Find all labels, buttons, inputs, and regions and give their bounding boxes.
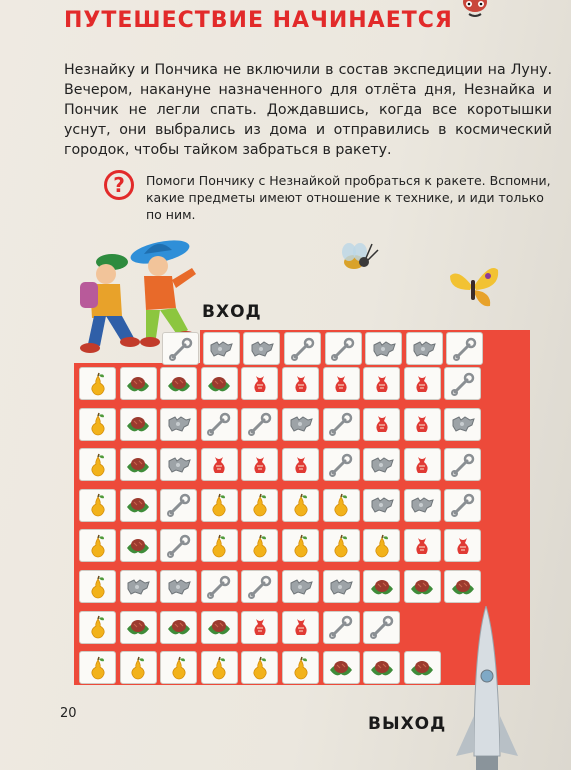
pear-icon (328, 534, 354, 558)
maze-cell[interactable] (282, 408, 319, 441)
maze-cell[interactable] (444, 448, 481, 481)
maze-cell[interactable] (79, 408, 116, 441)
maze-cell[interactable] (282, 367, 319, 400)
berry-icon (125, 615, 151, 639)
maze-cell[interactable] (282, 529, 319, 562)
maze-cell[interactable] (79, 570, 116, 603)
maze-cell[interactable] (282, 611, 319, 644)
maze-cell[interactable] (404, 489, 441, 522)
maze-cell[interactable] (404, 651, 441, 684)
wrench-icon (452, 337, 478, 361)
puzzle-part-icon (125, 575, 151, 599)
puzzle-part-icon (288, 412, 314, 436)
candy-icon (369, 412, 395, 436)
maze-cell[interactable] (323, 529, 360, 562)
wrench-icon (328, 412, 354, 436)
puzzle-part-icon (166, 412, 192, 436)
candy-icon (288, 372, 314, 396)
puzzle-part-icon (166, 575, 192, 599)
pear-icon (206, 493, 232, 517)
maze-cell-top[interactable] (243, 332, 280, 365)
maze-cell-top[interactable] (325, 332, 362, 365)
maze-cell[interactable] (323, 570, 360, 603)
berry-icon (125, 412, 151, 436)
maze-cell[interactable] (160, 570, 197, 603)
rocket-icon (446, 606, 536, 770)
berry-icon (369, 575, 395, 599)
maze-cell[interactable] (323, 367, 360, 400)
maze-cell[interactable] (323, 651, 360, 684)
puzzle-part-icon (450, 412, 476, 436)
wrench-icon (166, 493, 192, 517)
pear-icon (85, 493, 111, 517)
maze-cell[interactable] (160, 651, 197, 684)
maze-cell[interactable] (241, 367, 278, 400)
maze-cell[interactable] (120, 367, 157, 400)
puzzle-part-icon (249, 337, 275, 361)
candy-icon (409, 534, 435, 558)
candy-icon (328, 372, 354, 396)
maze-cell[interactable] (241, 651, 278, 684)
maze-cell[interactable] (323, 611, 360, 644)
maze-cell[interactable] (444, 529, 481, 562)
pear-icon (369, 534, 395, 558)
wrench-icon (450, 453, 476, 477)
berry-icon (166, 615, 192, 639)
berry-icon (125, 534, 151, 558)
candy-icon (369, 372, 395, 396)
entrance-label: ВХОД (202, 302, 262, 322)
maze-cell[interactable] (160, 489, 197, 522)
maze-cell[interactable] (201, 448, 238, 481)
maze-cell[interactable] (201, 570, 238, 603)
puzzle-part-icon (409, 493, 435, 517)
intro-paragraph: Незнайку и Пончика не включили в состав экспедиции на Луну. Вечером, накануне назначенного для отлёта дня, Незнайка и Пончик не легли спать. Дождавшись, когда все коротышки уснут, они выбрались из дома и отправились в космический городок, чтобы тайком забраться в ракету. (64, 62, 552, 158)
berry-icon (166, 372, 192, 396)
maze-cell[interactable] (363, 570, 400, 603)
pear-icon (206, 534, 232, 558)
maze-cell[interactable] (363, 489, 400, 522)
pear-icon (247, 656, 273, 680)
maze-cell[interactable] (120, 651, 157, 684)
wrench-icon (328, 453, 354, 477)
maze-cell[interactable] (404, 408, 441, 441)
maze-cell[interactable] (323, 448, 360, 481)
pear-icon (85, 534, 111, 558)
maze-cell[interactable] (363, 611, 400, 644)
berry-icon (409, 656, 435, 680)
pear-icon (85, 615, 111, 639)
maze-cell[interactable] (363, 367, 400, 400)
maze-cell-top[interactable] (203, 332, 240, 365)
maze-cell[interactable] (120, 448, 157, 481)
puzzle-part-icon (369, 453, 395, 477)
pear-icon (85, 372, 111, 396)
maze-cell[interactable] (79, 489, 116, 522)
berry-icon (328, 656, 354, 680)
maze-cell[interactable] (241, 570, 278, 603)
butterfly-icon (446, 262, 500, 310)
wrench-icon (206, 575, 232, 599)
pear-icon (166, 656, 192, 680)
candy-icon (450, 534, 476, 558)
maze-cell[interactable] (282, 489, 319, 522)
maze-cell[interactable] (241, 489, 278, 522)
maze-cell[interactable] (201, 651, 238, 684)
berry-icon (409, 575, 435, 599)
wrench-icon (247, 412, 273, 436)
maze-cell[interactable] (241, 408, 278, 441)
berry-icon (206, 615, 232, 639)
puzzle-part-icon (369, 493, 395, 517)
maze-cell[interactable] (404, 529, 441, 562)
maze-cell[interactable] (282, 570, 319, 603)
maze-cell[interactable] (363, 408, 400, 441)
maze-cell[interactable] (201, 489, 238, 522)
mascot-icon (455, 0, 495, 20)
candy-icon (409, 453, 435, 477)
berry-icon (450, 575, 476, 599)
maze-cell[interactable] (120, 489, 157, 522)
maze-cell[interactable] (160, 367, 197, 400)
wrench-icon (450, 372, 476, 396)
berry-icon (369, 656, 395, 680)
candy-icon (247, 453, 273, 477)
candy-icon (288, 453, 314, 477)
maze-cell[interactable] (363, 448, 400, 481)
candy-icon (206, 453, 232, 477)
maze-cell[interactable] (201, 367, 238, 400)
berry-icon (125, 493, 151, 517)
pear-icon (85, 575, 111, 599)
candy-icon (247, 372, 273, 396)
bug-icon (332, 236, 380, 276)
maze-cell[interactable] (79, 651, 116, 684)
maze-cell[interactable] (404, 570, 441, 603)
candy-icon (409, 412, 435, 436)
wrench-icon (247, 575, 273, 599)
maze-cell[interactable] (241, 448, 278, 481)
pear-icon (125, 656, 151, 680)
maze-cell[interactable] (323, 408, 360, 441)
maze-cell[interactable] (120, 570, 157, 603)
maze-cell[interactable] (201, 529, 238, 562)
wrench-icon (206, 412, 232, 436)
pear-icon (85, 656, 111, 680)
wrench-icon (450, 493, 476, 517)
maze-cell[interactable] (323, 489, 360, 522)
pear-icon (247, 534, 273, 558)
maze-cell-top[interactable] (446, 332, 483, 365)
pear-icon (85, 453, 111, 477)
maze-cell[interactable] (282, 448, 319, 481)
pear-icon (288, 656, 314, 680)
maze-cell[interactable] (404, 448, 441, 481)
puzzle-part-icon (328, 575, 354, 599)
maze-cell[interactable] (201, 408, 238, 441)
maze-cell[interactable] (444, 367, 481, 400)
berry-icon (125, 372, 151, 396)
maze-cell[interactable] (160, 529, 197, 562)
wrench-icon (168, 337, 194, 361)
pear-icon (288, 534, 314, 558)
puzzle-part-icon (411, 337, 437, 361)
page-title: ПУТЕШЕСТВИЕ НАЧИНАЕТСЯ (64, 8, 453, 33)
wrench-icon (330, 337, 356, 361)
maze-cell[interactable] (160, 408, 197, 441)
question-icon: ? (104, 170, 134, 200)
berry-icon (206, 372, 232, 396)
candy-icon (247, 615, 273, 639)
maze-cell-top[interactable] (162, 332, 199, 365)
maze-cell[interactable] (79, 529, 116, 562)
maze-cell-top[interactable] (365, 332, 402, 365)
maze-cell[interactable] (120, 408, 157, 441)
puzzle-part-icon (166, 453, 192, 477)
page-number: 20 (60, 706, 77, 721)
pear-icon (85, 412, 111, 436)
maze-cell-top[interactable] (284, 332, 321, 365)
maze-cell[interactable] (282, 651, 319, 684)
pear-icon (206, 656, 232, 680)
puzzle-part-icon (371, 337, 397, 361)
maze-cell[interactable] (444, 489, 481, 522)
berry-icon (125, 453, 151, 477)
maze-cell[interactable] (363, 651, 400, 684)
maze-cell[interactable] (363, 529, 400, 562)
maze-cell[interactable] (79, 611, 116, 644)
exit-label: ВЫХОД (368, 714, 447, 734)
wrench-icon (369, 615, 395, 639)
maze-cell-top[interactable] (406, 332, 443, 365)
wrench-icon (328, 615, 354, 639)
task-text: Помоги Пончику с Незнайкой пробраться к ракете. Вспомни, какие предметы имеют отношение к технике, и иди только по ним. (146, 173, 551, 222)
wrench-icon (290, 337, 316, 361)
maze-cell[interactable] (444, 570, 481, 603)
pear-icon (247, 493, 273, 517)
maze-cell[interactable] (79, 367, 116, 400)
pear-icon (288, 493, 314, 517)
maze-cell[interactable] (120, 611, 157, 644)
puzzle-part-icon (208, 337, 234, 361)
maze-cell[interactable] (160, 448, 197, 481)
maze-cell[interactable] (444, 408, 481, 441)
maze-cell[interactable] (120, 529, 157, 562)
maze-cell[interactable] (404, 367, 441, 400)
maze-cell[interactable] (160, 611, 197, 644)
candy-icon (409, 372, 435, 396)
maze-cell[interactable] (79, 448, 116, 481)
puzzle-part-icon (288, 575, 314, 599)
wrench-icon (166, 534, 192, 558)
maze-cell[interactable] (241, 611, 278, 644)
maze-cell[interactable] (201, 611, 238, 644)
candy-icon (288, 615, 314, 639)
maze-cell[interactable] (241, 529, 278, 562)
pear-icon (328, 493, 354, 517)
